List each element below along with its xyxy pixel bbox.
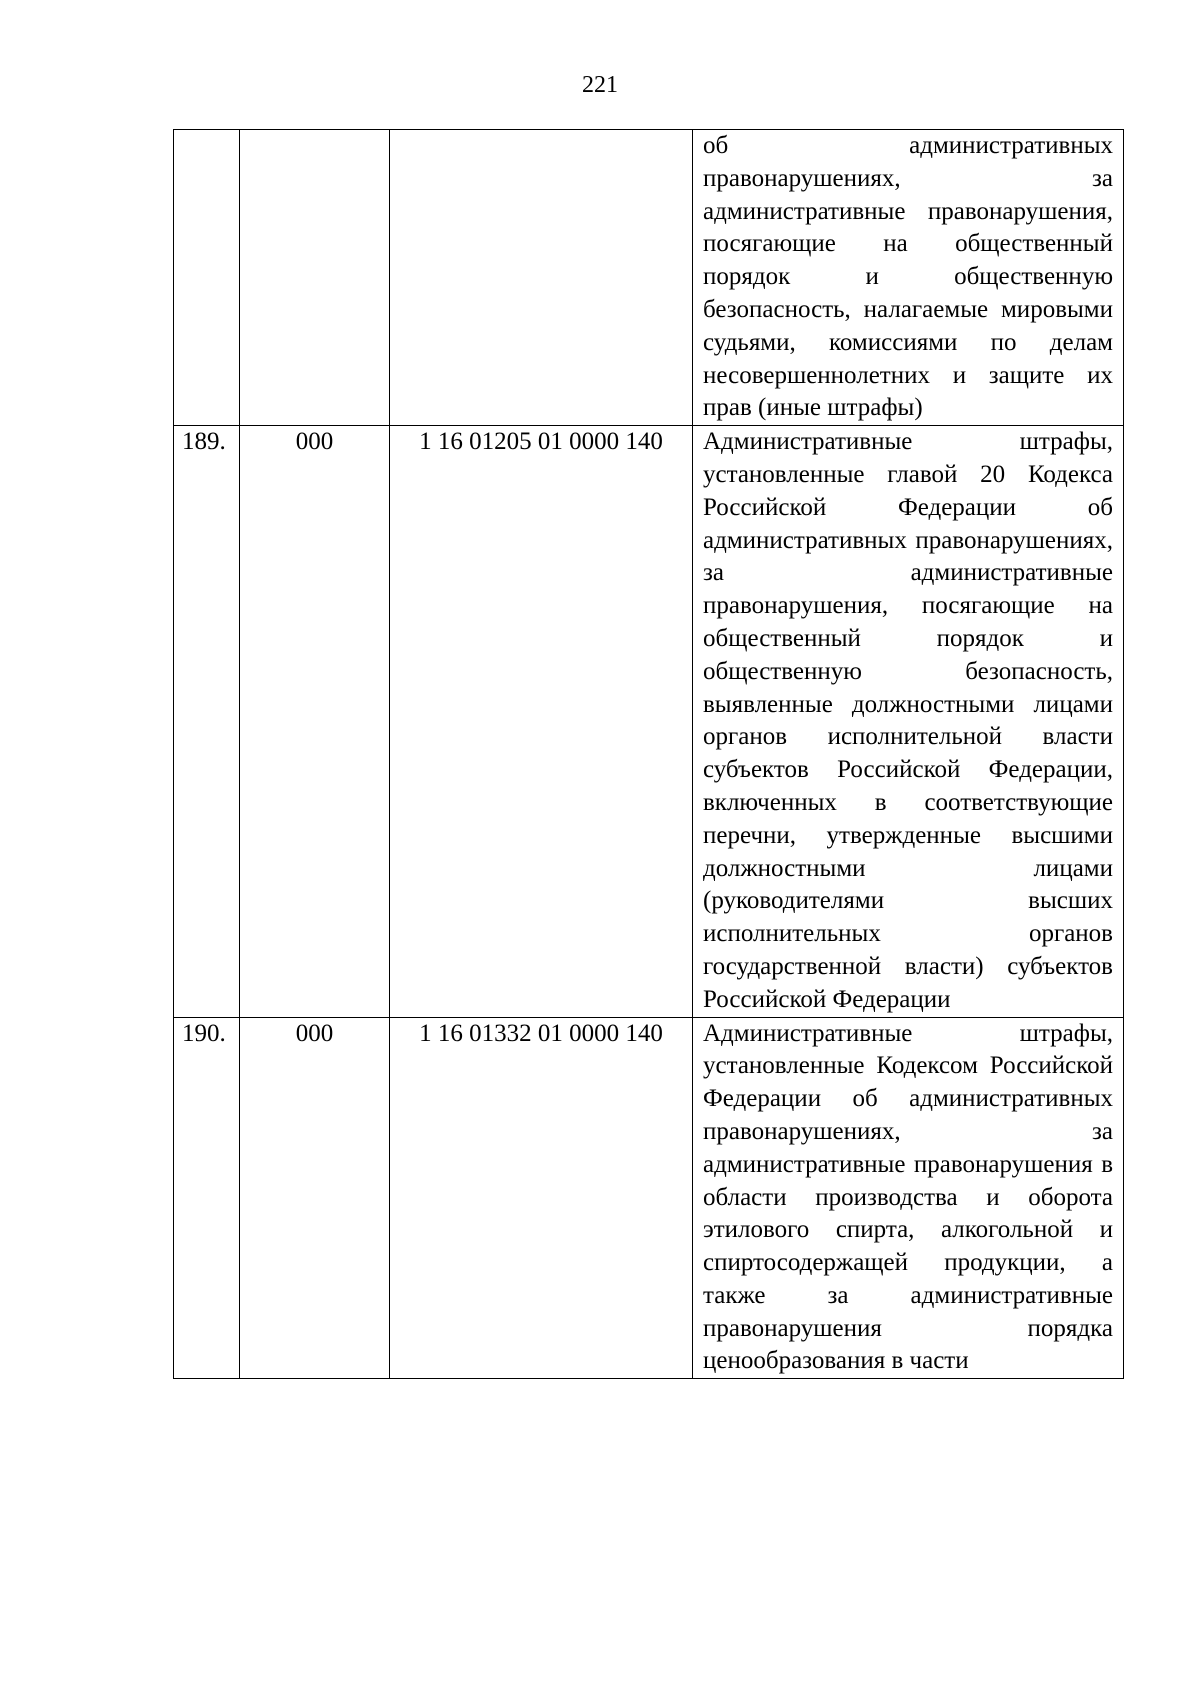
table-row — [174, 426, 1124, 1017]
row-number-cell: 190. — [174, 1017, 240, 1379]
row-number-cell — [174, 130, 240, 426]
admin-code-cell — [240, 130, 390, 426]
description-cell — [693, 130, 1124, 426]
income-code-cell — [390, 130, 693, 426]
income-code-cell: 1 16 01205 01 0000 140 — [390, 426, 693, 1017]
row-number-cell: 189. — [174, 426, 240, 1017]
description-text: Административные штрафы, установленные Кодексом Российской Федерации об административных правонарушениях, за административные правонарушения в области производства и оборота этилового спирта, алкогольной и спиртосодержащей продукции, а также за административные правонарушения порядка ценообразования в части — [703, 1019, 1113, 1375]
page-number: 221 — [582, 72, 618, 98]
income-codes-table — [173, 129, 1124, 1379]
description-text: об административных правонарушениях, за административные правонарушения, посягающие на общественный порядок и общественную безопасность, налагаемые мировыми судьями, комиссиями по делам несовершеннолетних и защите их прав (иные штрафы) — [703, 132, 1113, 422]
admin-code-cell: 000 — [240, 426, 390, 1017]
description-cell — [693, 426, 1124, 1017]
admin-code-cell: 000 — [240, 1017, 390, 1379]
table-row — [174, 130, 1124, 426]
income-code-cell: 1 16 01332 01 0000 140 — [390, 1017, 693, 1379]
description-text: Административные штрафы, установленные главой 20 Кодекса Российской Федерации об административных правонарушениях, за административные правонарушения, посягающие на общественный порядок и общественную безопасность, выявленные должностными лицами органов исполнительной власти субъектов Российской Федерации, включенных в соответствующие перечни, утвержденные высшими должностными лицами (руководителями высших исполнительных органов государственной власти) субъектов Российской Федерации — [703, 428, 1113, 1013]
table-row — [174, 1017, 1124, 1379]
description-cell — [693, 1017, 1124, 1379]
